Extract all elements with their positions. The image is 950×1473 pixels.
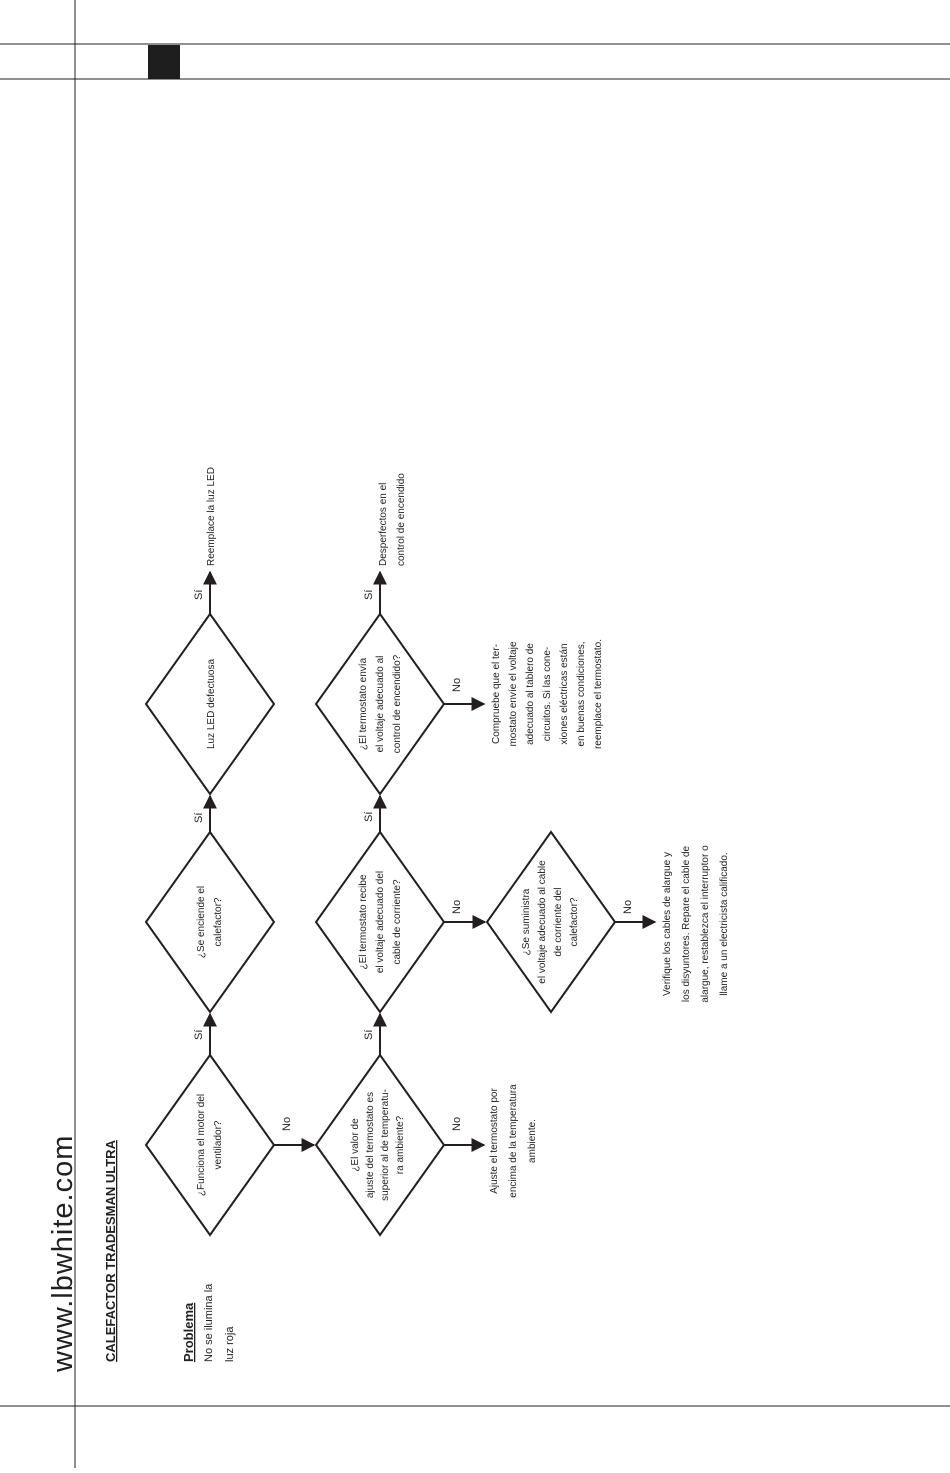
question-heater-lights [196, 886, 224, 958]
outcome-check-thermostat-line-6: en buenas condiciones, [576, 641, 587, 747]
label-q1-no: No [281, 1116, 293, 1131]
label-q5-no: No [451, 899, 463, 914]
question-thermostat-setting [350, 1089, 406, 1201]
question-thermostat-receives [358, 871, 403, 973]
outcome-replace-led-line-1: Reemplace la luz LED [206, 467, 217, 566]
outcome-ignition-fault [378, 473, 407, 566]
outcome-ignition-line-1: Desperfectos en el [378, 482, 389, 566]
label-q1-yes: Sí [193, 1029, 205, 1040]
q3-line-1: Luz LED defectuosa [206, 658, 217, 750]
outcome-check-thermostat-line-2: mostato envíe el voltaje [508, 641, 519, 747]
label-q4-no: No [451, 1116, 463, 1131]
question-power-supply [521, 860, 580, 984]
problem-line-1: No se ilumina la [203, 1283, 215, 1362]
question-thermostat-sends [358, 654, 403, 753]
outcome-adjust-thermostat [489, 1084, 538, 1198]
label-q2-yes: Sí [193, 812, 205, 823]
outcome-ignition-line-2: control de encendido [396, 473, 407, 566]
q7-line-2: el voltaje adecuado al cable [537, 860, 548, 984]
q4-line-2: ajuste del termostato es [365, 1091, 376, 1199]
q5-line-1: ¿El termostato recibe [358, 874, 369, 970]
q5-line-3: cable de corriente? [392, 879, 403, 965]
outcome-check-cables-line-1: Verifique los cables de alargue y [662, 852, 673, 996]
q2-line-2: calefactor? [213, 897, 224, 947]
outcome-check-thermostat-line-5: xiones eléctricas están [559, 643, 570, 745]
outcome-replace-led [206, 467, 217, 566]
q6-line-2: el voltaje adecuado al [375, 655, 386, 753]
q6-line-3: control de encendido? [392, 654, 403, 754]
q7-line-1: ¿Se suministra [521, 888, 532, 956]
outcome-check-thermostat-line-1: Compruebe que el ter- [491, 643, 502, 745]
problem-block [181, 1283, 236, 1362]
q1-line-1: ¿Funciona el motor del [196, 1093, 207, 1197]
q5-line-2: el voltaje adecuado del [375, 870, 386, 974]
q7-line-3: de corriente del [553, 887, 564, 957]
q4-line-1: ¿El valor de [350, 1118, 361, 1172]
q7-line-4: calefactor? [569, 897, 580, 947]
question-led-faulty [206, 659, 217, 749]
label-q5-yes: Sí [363, 811, 375, 822]
problem-heading: Problema [181, 1302, 196, 1362]
outcome-check-cables [662, 845, 730, 1003]
q6-line-1: ¿El termostato envía [358, 657, 369, 751]
decision-heater-lights [146, 832, 274, 1012]
header-tab-block [148, 45, 180, 79]
outcome-check-cables-line-4: llame a un electricista calificado. [719, 852, 730, 996]
outcome-check-thermostat-line-4: circuitos. Si las cone- [542, 646, 553, 742]
problem-line-2: luz roja [224, 1326, 236, 1362]
outcome-check-thermostat [491, 639, 604, 749]
diagram-title: CALEFACTOR TRADESMAN ULTRA [103, 1140, 118, 1362]
website-url: www.lbwhite.com [47, 1134, 79, 1372]
label-q6-yes: Sí [363, 589, 375, 600]
outcome-check-thermostat-line-3: adecuado al tablero de [525, 643, 536, 745]
decision-fan-motor [146, 1055, 274, 1235]
label-q7-no: No [622, 899, 634, 914]
label-q4-yes: Sí [363, 1029, 375, 1040]
outcome-adjust-line-1: Ajuste el termostato por [489, 1088, 500, 1194]
label-q6-no: No [451, 677, 463, 692]
decision-power-supply [487, 832, 615, 1012]
q4-line-3: superior al de temperatu- [380, 1089, 391, 1201]
outcome-adjust-line-3: ambiente. [527, 1119, 538, 1163]
question-fan-motor [196, 1094, 224, 1196]
outcome-check-cables-line-2: los disyuntores. Repare el cable de [681, 845, 692, 1003]
q1-line-2: ventilador? [213, 1120, 224, 1170]
q4-line-4: ra ambiente? [395, 1115, 406, 1175]
outcome-check-thermostat-line-7: reemplace el termostato. [593, 638, 604, 750]
q2-line-1: ¿Se enciende el [196, 885, 207, 959]
label-q3-yes: Sí [193, 589, 205, 600]
outcome-check-cables-line-3: alargue, restablezca el interruptor o [700, 845, 711, 1003]
outcome-adjust-line-2: encima de la temperatura [508, 1084, 519, 1198]
